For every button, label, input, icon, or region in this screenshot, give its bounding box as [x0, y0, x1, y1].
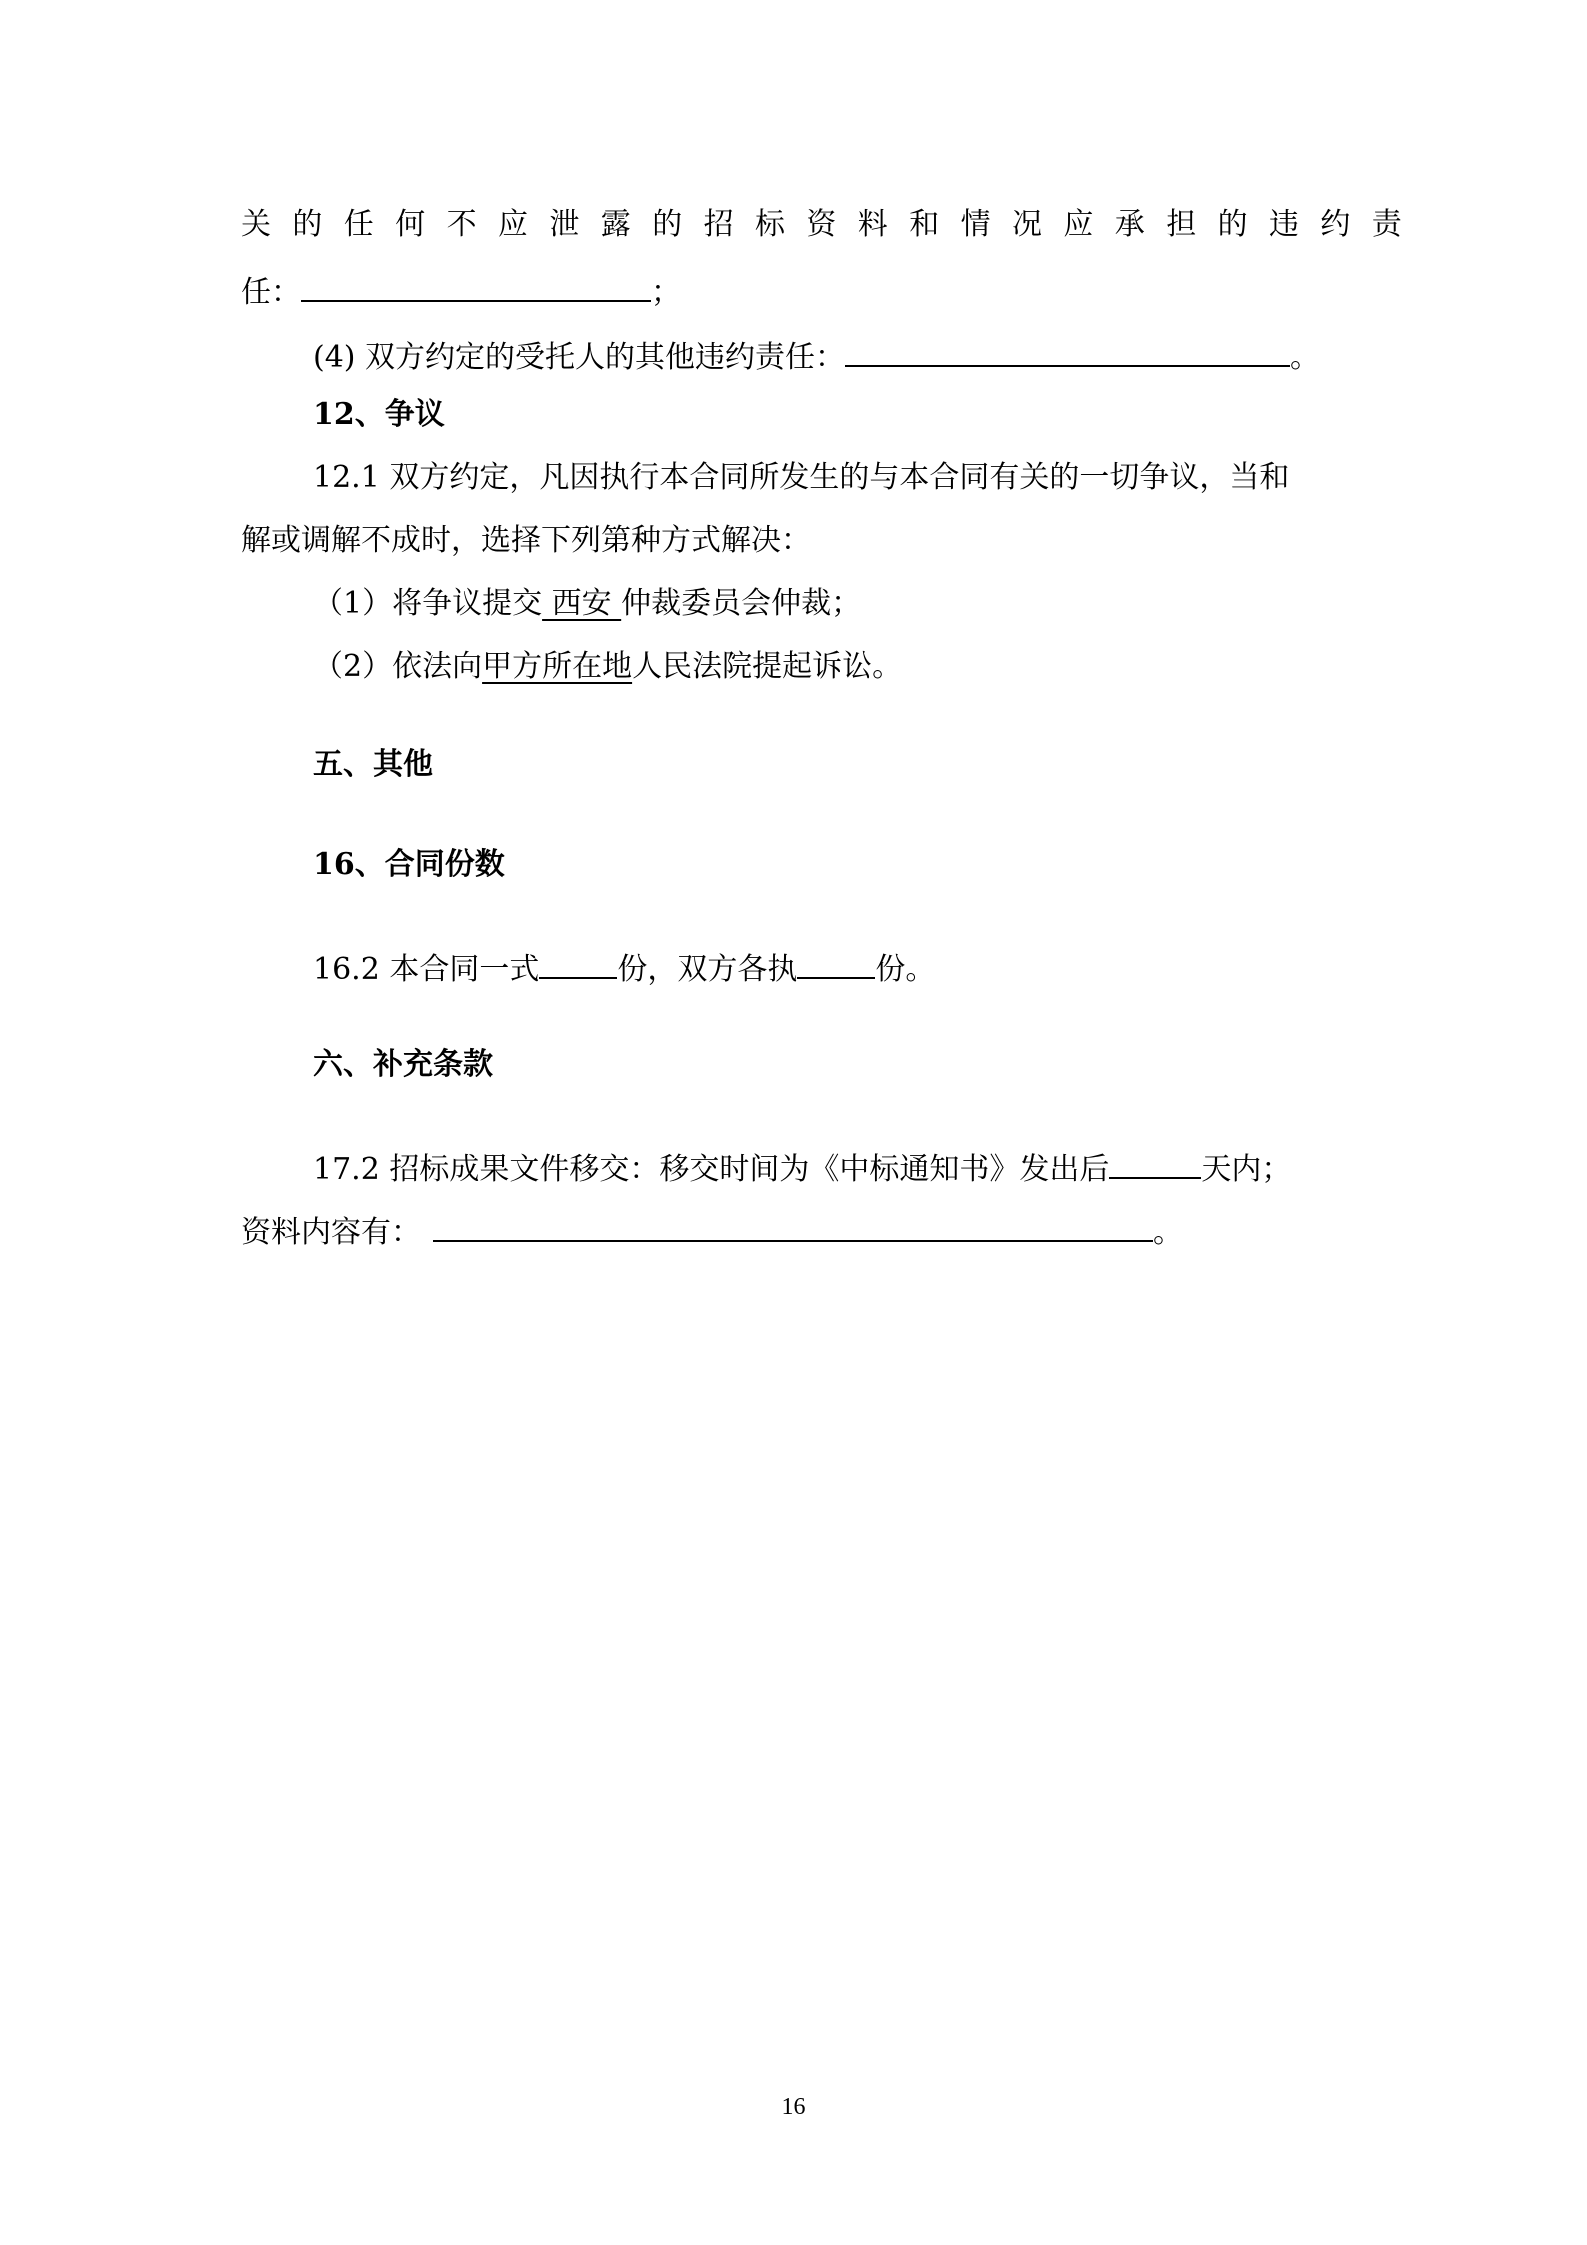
text: 16.2 本合同一式 [313, 952, 540, 987]
text: 人民法院提起诉讼。 [632, 649, 903, 684]
text: 天内； [1201, 1152, 1292, 1187]
paragraph-line [241, 521, 1356, 565]
text: 资料内容有： [241, 1215, 421, 1250]
paragraph-line [313, 945, 1356, 989]
text: 份，双方各执 [617, 952, 798, 987]
heading-text: 12、争议 [313, 397, 445, 432]
page-number: 16 [781, 2094, 806, 2120]
text: （1）将争议提交 [313, 586, 543, 621]
filled-blank: 西安 [542, 586, 622, 621]
fill-in-blank[interactable] [301, 268, 651, 302]
text: 份。 [875, 952, 936, 987]
filled-blank: 甲方所在地 [482, 649, 633, 684]
text: 12.1 双方约定，凡因执行本合同所发生的与本合同有关的一切争议，当和 [313, 460, 1290, 495]
section-heading [313, 395, 1356, 439]
text: 解或调解不成时，选择下列第种方式解决： [241, 523, 811, 558]
heading-text: 16、合同份数 [313, 847, 505, 882]
paragraph-line [313, 584, 1356, 628]
text: 。 [1290, 340, 1321, 375]
fill-in-blank[interactable] [539, 945, 617, 979]
text: (4) 双方约定的受托人的其他违约责任： [313, 340, 846, 375]
paragraph-line [313, 458, 1356, 502]
paragraph-line [313, 647, 1356, 691]
text: 17.2 招标成果文件移交：移交时间为《中标通知书》发出后 [313, 1152, 1110, 1187]
text: ； [651, 275, 681, 310]
fill-in-blank[interactable] [845, 333, 1290, 367]
heading-text: 五、其他 [313, 747, 433, 782]
paragraph-line [241, 1208, 1356, 1252]
paragraph-line [241, 268, 1356, 312]
paragraph-line [313, 333, 1356, 377]
section-heading [313, 845, 1356, 889]
fill-in-blank[interactable] [797, 945, 875, 979]
text: 任： [241, 275, 301, 310]
text: 仲裁委员会仲裁； [621, 586, 862, 621]
fill-in-blank[interactable] [433, 1208, 1153, 1242]
fill-in-blank[interactable] [1109, 1145, 1201, 1179]
section-heading [313, 1045, 1356, 1089]
text: 关的任何不应泄露的招标资料和情况应承担的违约责 [241, 207, 1424, 242]
paragraph-line [313, 1145, 1356, 1189]
text: 。 [1153, 1215, 1183, 1250]
text: （2）依法向 [313, 649, 483, 684]
section-heading [313, 745, 1356, 789]
paragraph-line [241, 205, 1424, 249]
heading-text: 六、补充条款 [313, 1047, 493, 1082]
